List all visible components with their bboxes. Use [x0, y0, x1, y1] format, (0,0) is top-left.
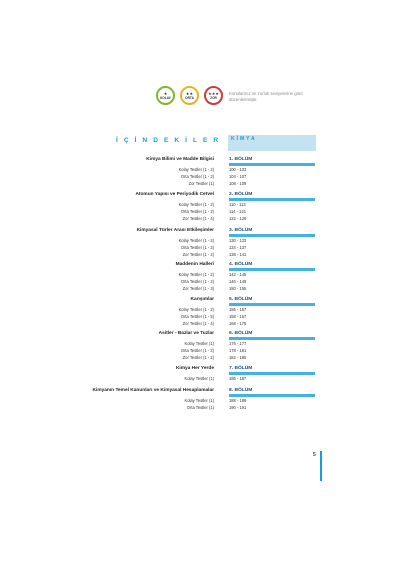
test-label: Orta Testler (1 - 2) [180, 347, 214, 353]
legend-note: Konularınız ve zorluk seviyelerine göre düzenlenmiştir. [229, 91, 303, 102]
test-label: Kolay Testler (1 - 2) [178, 238, 214, 243]
section-chapter[interactable]: 4. BÖLÜM [229, 262, 253, 267]
section-chapter[interactable]: 6. BÖLÜM [229, 331, 253, 336]
section-topic[interactable]: Kimyanın Temel Kanunları ve Kimyasal Hesaplamalar [92, 388, 214, 393]
section-topic[interactable]: Kimya Her Yerde [175, 366, 214, 371]
level-kolay-badge [156, 86, 175, 105]
section-topic[interactable]: Asitler - Bazlar ve Tuzlar [158, 331, 214, 336]
level-orta-badge [180, 86, 199, 105]
chapter-underline [229, 303, 315, 306]
section-topic[interactable]: Kimyasal Türler Arası Etkileşimler [136, 228, 214, 233]
test-label: Zor Testler (1 - 4) [182, 320, 214, 326]
section-topic[interactable]: Maddenin Halleri [175, 262, 214, 267]
page-range: 130 - 133 [229, 238, 247, 243]
section-topic[interactable]: Kimya Bilimi ve Madde Bilgisi [146, 157, 214, 162]
page-range: 114 - 121 [229, 208, 246, 214]
chapter-underline [229, 372, 315, 375]
chapter-underline [229, 234, 315, 237]
star-icon: ★★ [185, 90, 194, 96]
level-label: ORTA [185, 95, 194, 100]
level-zor-badge [204, 86, 223, 105]
section-chapter[interactable]: 1. BÖLÜM [229, 157, 253, 162]
page-number: 5 [313, 452, 316, 458]
test-row[interactable] [0, 252, 400, 259]
test-row[interactable] [0, 405, 400, 412]
chapter-underline [229, 163, 315, 166]
star-icon: ★★★ [208, 90, 219, 96]
subject-label: KİMYA [231, 136, 257, 142]
page-range: 142 - 145 [229, 272, 247, 277]
test-label: Orta Testler (1) [186, 404, 214, 410]
section-chapter[interactable]: 5. BÖLÜM [229, 297, 253, 302]
test-row[interactable] [0, 321, 400, 328]
section-chapter[interactable]: 8. BÖLÜM [229, 388, 253, 393]
difficulty-legend [156, 86, 223, 105]
test-label: Zor Testler (1 - 4) [182, 215, 214, 221]
section-topic[interactable]: Karışımlar [190, 297, 214, 302]
chapter-underline [229, 337, 315, 340]
test-row[interactable] [0, 216, 400, 223]
test-label: Orta Testler (1 - 2) [180, 208, 214, 214]
subject-header [228, 135, 316, 151]
section-chapter[interactable]: 7. BÖLÜM [229, 366, 253, 371]
test-label: Kolay Testler (1 - 2) [178, 167, 214, 172]
section-chapter[interactable]: 2. BÖLÜM [229, 192, 253, 197]
page-range: 178 - 181 [229, 347, 247, 353]
test-label: Zor Testler (1 - 2) [182, 251, 214, 257]
page-range: 158 - 167 [229, 313, 247, 319]
page-range: 150 - 155 [229, 285, 247, 291]
page-range: 188 - 189 [229, 398, 247, 403]
page-range: 104 - 107 [229, 173, 247, 179]
test-label: Zor Testler (1) [188, 180, 214, 186]
test-label: Orta Testler (1 - 2) [180, 278, 214, 284]
test-row[interactable] [0, 355, 400, 362]
page-range: 100 - 103 [229, 167, 247, 172]
level-label: KOLAY [160, 95, 171, 100]
test-label: Kolay Testler (1) [184, 341, 214, 346]
page-number-bar [320, 451, 322, 481]
chapter-underline [229, 394, 315, 397]
page-range: 182 - 185 [229, 354, 247, 360]
test-row[interactable] [0, 376, 400, 383]
page-range: 190 - 191 [229, 404, 247, 410]
page-range: 176 - 177 [229, 341, 247, 346]
test-label: Kolay Testler (1 - 2) [178, 307, 214, 312]
test-label: Kolay Testler (1 - 2) [178, 202, 214, 207]
test-label: Orta Testler (1 - 2) [180, 173, 214, 179]
page-range: 134 - 137 [229, 244, 247, 250]
page-range: 186 - 187 [229, 376, 247, 381]
level-label: ZOR [210, 95, 217, 100]
test-label: Kolay Testler (1) [184, 398, 214, 403]
test-label: Kolay Testler (1) [184, 376, 214, 381]
test-row[interactable] [0, 181, 400, 188]
chapter-underline [229, 198, 315, 201]
toc-title: İÇİNDEKİLER [116, 137, 225, 144]
section-chapter[interactable]: 3. BÖLÜM [229, 228, 253, 233]
page-range: 168 - 175 [229, 320, 247, 326]
page-range: 156 - 157 [229, 307, 247, 312]
page-range: 110 - 113 [229, 202, 246, 207]
test-label: Kolay Testler (1 - 2) [178, 272, 214, 277]
test-row[interactable] [0, 286, 400, 293]
page-range: 122 - 129 [229, 215, 247, 221]
test-label: Orta Testler (1 - 5) [180, 313, 214, 319]
page-range: 146 - 149 [229, 278, 247, 284]
page-range: 108 - 109 [229, 180, 247, 186]
test-label: Zor Testler (1 - 2) [182, 354, 214, 360]
page-range: 138 - 141 [229, 251, 247, 257]
test-label: Zor Testler (1 - 3) [182, 285, 214, 291]
section-topic[interactable]: Atomun Yapısı ve Periyodik Cetvel [135, 192, 214, 197]
test-label: Orta Testler (1 - 2) [180, 244, 214, 250]
star-icon: ★ [163, 90, 168, 96]
chapter-underline [229, 268, 315, 271]
